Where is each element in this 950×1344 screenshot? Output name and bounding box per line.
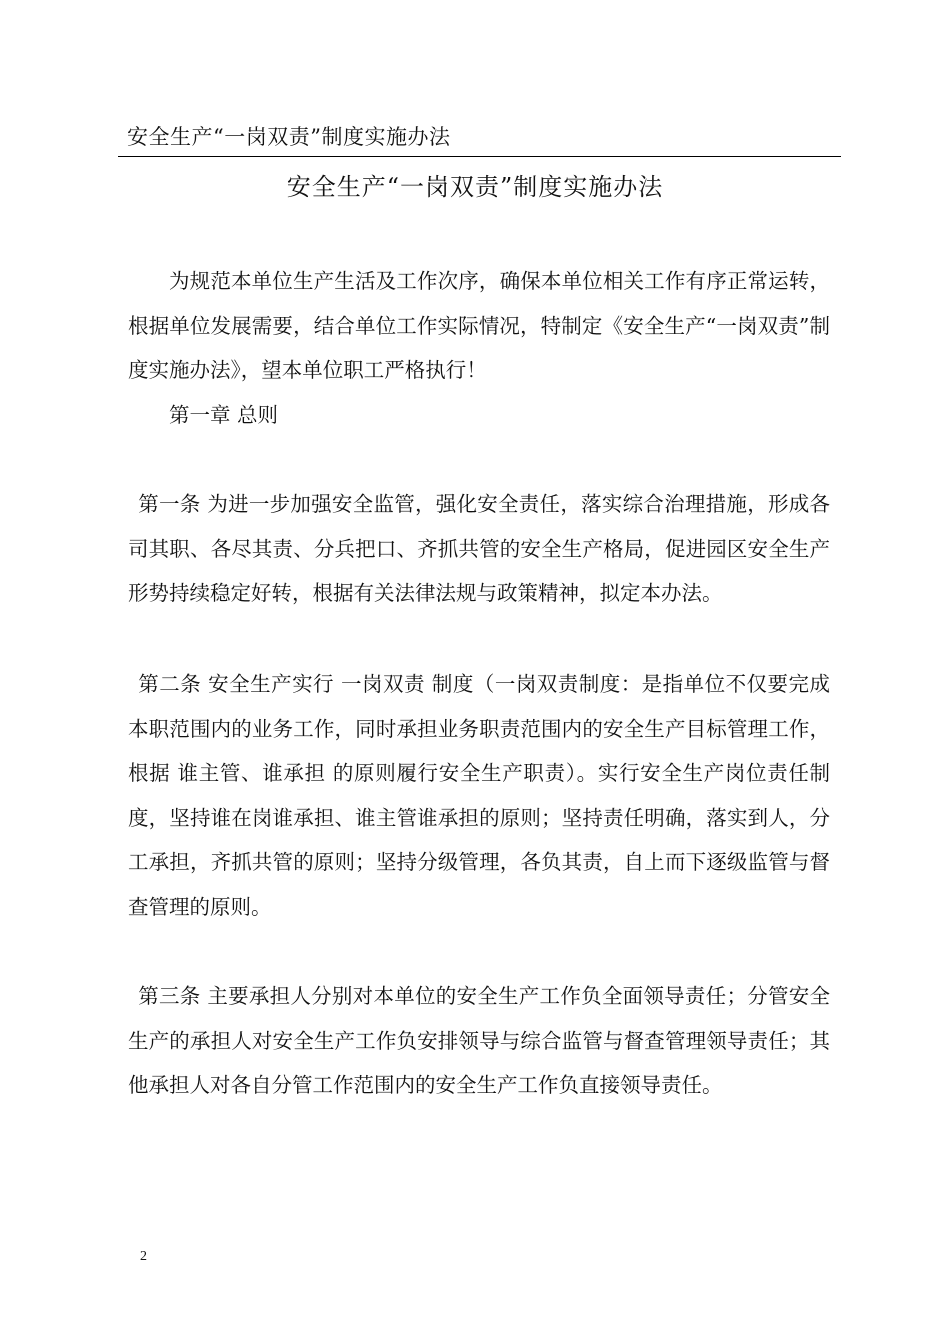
chapter-heading: 第一章 总则 bbox=[169, 403, 279, 427]
article-3-paragraph: 第三条 主要承担人分别对本单位的安全生产工作负全面领导责任；分管安全生产的承担人对安全生产工作负安排领导与综合监管与督查管理领导责任；其他承担人对各自分管工作范围内的安全生产工作负直接领导责任。 bbox=[128, 984, 830, 1097]
page-number: 2 bbox=[140, 1249, 147, 1264]
article-1-paragraph: 第一条 为进一步加强安全监管，强化安全责任，落实综合治理措施，形成各司其职、各尽其责、分兵把口、齐抓共管的安全生产格局，促进园区安全生产形势持续稳定好转，根据有关法律法规与政策精神，拟定本办法。 bbox=[128, 492, 830, 605]
article-2-paragraph: 第二条 安全生产实行 一岗双责 制度（一岗双责制度：是指单位不仅要完成本职范围内的业务工作，同时承担业务职责范围内的安全生产目标管理工作，根据 谁主管、谁承担 的原则履行安全生产职责）。实行安全生产岗位责任制度，坚持谁在岗谁承担、谁主管谁承担的原则；坚持责任明确，落实到人，分工承担，齐抓共管的原则；坚持分级管理，各负其责，自上而下逐级监管与督查管理的原则。 bbox=[128, 672, 830, 919]
running-header: 安全生产“一岗双责”制度实施办法 bbox=[127, 125, 451, 149]
document-title: 安全生产“一岗双责”制度实施办法 bbox=[286, 173, 664, 201]
header-divider bbox=[118, 156, 841, 157]
intro-paragraph: 为规范本单位生产生活及工作次序，确保本单位相关工作有序正常运转，根据单位发展需要，结合单位工作实际情况，特制定《安全生产“一岗双责”制度实施办法》，望本单位职工严格执行！ bbox=[128, 269, 830, 382]
